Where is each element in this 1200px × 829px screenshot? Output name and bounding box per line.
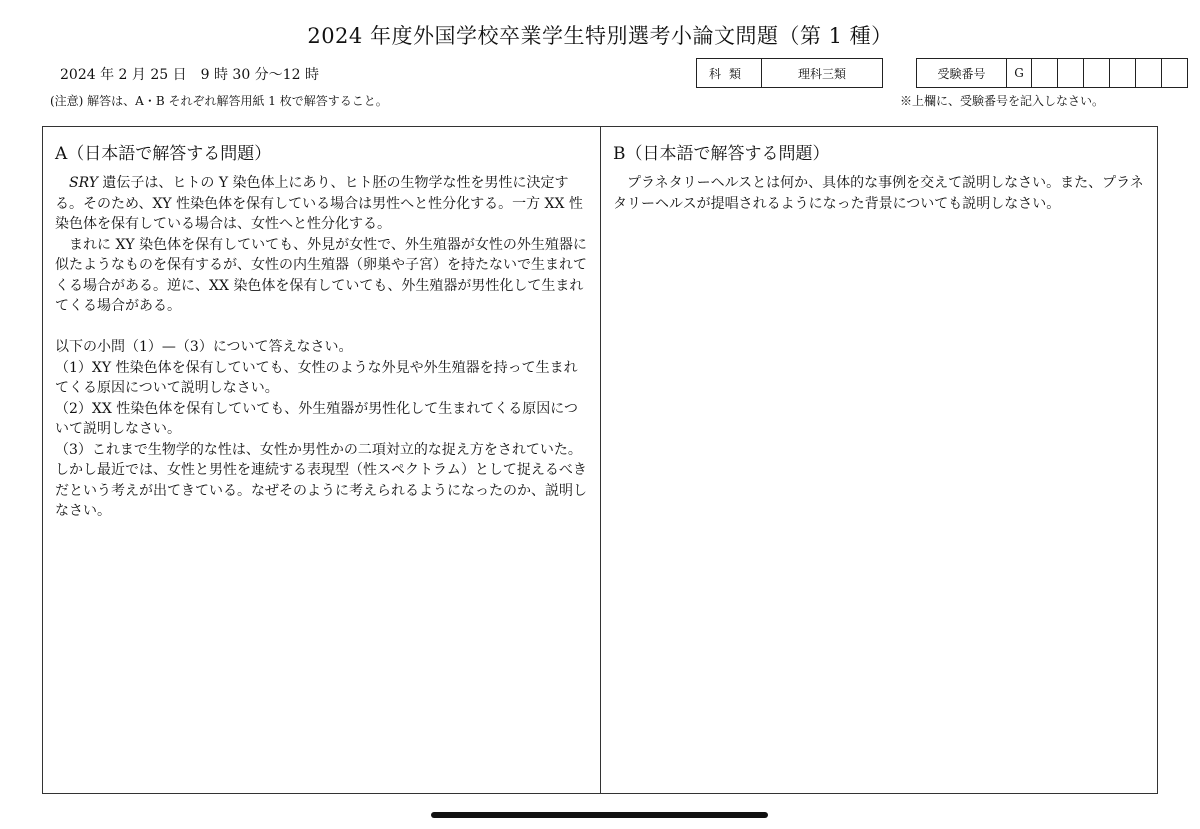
question-3: （3）これまで生物学的な性は、女性か男性かの二項対立的な捉え方をされていた。しかし最近では、女性と男性を連続する表現型（性スペクトラム）として捉えるべきだという考えが出てきている。なぜそのように考えられるようになったのか、説明しなさい。 (55, 441, 587, 519)
question-2: （2）XX 性染色体を保有していても、外生殖器が男性化して生まれてくる原因について説明しなさい。 (55, 400, 579, 437)
exam-number-digit[interactable] (1162, 59, 1188, 88)
exam-number-digit[interactable] (1058, 59, 1084, 88)
gene-name: SRY (69, 175, 98, 191)
section-a-paragraph-2: まれに XY 染色体を保有していても、外見が女性で、外生殖器が女性の外生殖器に似たようなものを保有するが、女性の内生殖器（卵巣や子宮）を持たないで生まれてくる場合がある。逆に、XX 染色体を保有していても、外生殖器が男性化して生まれてくる場合がある。 (55, 236, 587, 314)
section-a-body (55, 173, 590, 522)
section-b-body (613, 173, 1147, 214)
exam-number-box (916, 58, 1188, 88)
section-a-paragraph-1 (55, 173, 590, 235)
exam-title: 2024 年度外国学校卒業学生特別選考小論文問題（第 1 種） (307, 24, 893, 48)
home-indicator[interactable] (431, 812, 768, 818)
questions-intro: 以下の小問（1）—（3）について答えなさい。 (55, 339, 353, 355)
section-b-heading: B（日本語で解答する問題） (613, 144, 830, 164)
exam-number-label: 受験番号 (917, 59, 1007, 88)
subject-label: 科類 (697, 59, 762, 88)
paragraph-gap (55, 317, 590, 338)
instruction-note: (注意) 解答は、A・B それぞれ解答用紙 1 枚で解答すること。 (50, 94, 388, 108)
section-a-heading: A（日本語で解答する問題） (55, 144, 272, 164)
section-b-panel (600, 126, 1158, 794)
exam-date: 2024 年 2 月 25 日 9 時 30 分〜12 時 (60, 67, 319, 83)
exam-number-digit[interactable] (1136, 59, 1162, 88)
exam-number-digit[interactable] (1032, 59, 1058, 88)
section-b-paragraph: プラネタリーヘルスとは何か、具体的な事例を交えて説明しなさい。また、プラネタリーヘルスが提唱されるようになった背景についても説明しなさい。 (613, 175, 1144, 212)
exam-number-note: ※上欄に、受験番号を記入しなさい。 (900, 94, 1105, 108)
exam-number-digit[interactable] (1110, 59, 1136, 88)
exam-number-prefix: G (1007, 59, 1032, 88)
paragraph-1-text: 遺伝子は、ヒトの Y 染色体上にあり、ヒト胚の生物学な性を男性に決定する。そのため、XY 性染色体を保有している場合は男性へと性分化する。一方 XX 性染色体を保有している場合は、女性へと性分化する。 (55, 175, 583, 232)
exam-number-digit[interactable] (1084, 59, 1110, 88)
question-1: （1）XY 性染色体を保有していても、女性のような外見や外生殖器を持って生まれてくる原因について説明しなさい。 (55, 359, 578, 396)
section-a-panel (42, 126, 601, 794)
subject-value: 理科三類 (762, 59, 883, 88)
subject-box (696, 58, 883, 88)
